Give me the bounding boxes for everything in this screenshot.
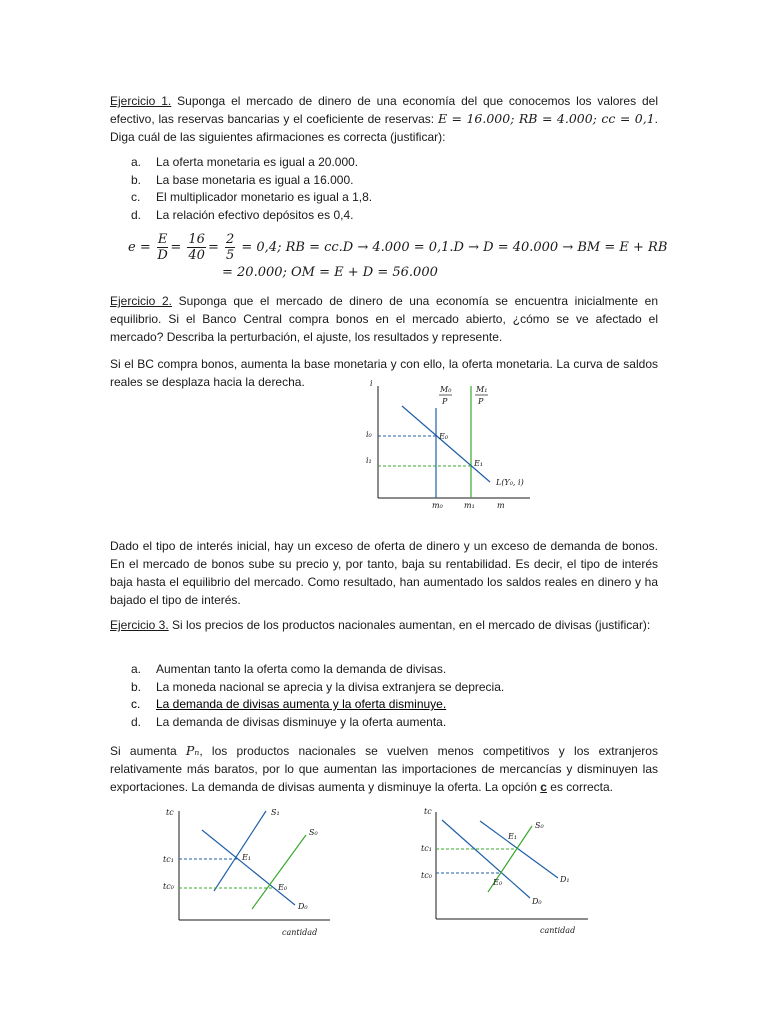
list-item: d. La relación efectivo depósitos es 0,4.: [131, 207, 354, 222]
ej1-formula: E = 16.000; RB = 4.000; cc = 0,1: [437, 111, 655, 126]
ej1-options: [110, 154, 658, 224]
ej3-title: Ejercicio 3.: [110, 618, 169, 632]
svg-text:S₁: S₁: [271, 808, 280, 817]
ej1-statement: [110, 92, 658, 146]
svg-text:P: P: [478, 397, 484, 406]
svg-text:E₁: E₁: [508, 832, 518, 841]
svg-text:tc₁: tc₁: [163, 855, 174, 864]
list-item: a. Aumentan tanto la oferta como la demanda de divisas.: [131, 662, 447, 676]
i0-label: i₀: [366, 430, 372, 439]
ej1-text1: Suponga el mercado de dinero de una economía del que conocemos los valores del efectivo, las reservas bancarias y el coeficiente de reservas:: [110, 94, 658, 126]
svg-text:m₁: m₁: [464, 501, 475, 510]
list-item: c. La demanda de divisas aumenta y la oferta disminuye.: [131, 697, 447, 711]
svg-text:M₁: M₁: [476, 385, 488, 394]
ej2-answer1: Si el BC compra bonos, aumenta la base monetaria y con ello, la oferta monetaria. La curva de saldos reales se desplaza hacia la derecha.: [110, 357, 658, 389]
svg-text:D₀: D₀: [532, 897, 542, 906]
svg-text:E₀: E₀: [278, 883, 288, 892]
list-item: c. El multiplicador monetario es igual a 1,8.: [131, 190, 373, 204]
svg-text:D₀: D₀: [298, 902, 308, 911]
money-market-graph: [360, 378, 540, 513]
svg-text:P: P: [442, 397, 448, 406]
ej3-answer: Si aumenta Pₙ, los productos nacionales se vuelven menos competitivos y los extranjeros relativamente más baratos, por lo que aumentan las importaciones de mercancías y disminuyen las exportaciones. La demanda de divisas aumenta y disminuye la oferta. La opción c es correcta.: [110, 743, 658, 794]
i1-label: i₁: [366, 456, 372, 465]
y-axis-label: i: [370, 379, 373, 388]
list-item: a. La oferta monetaria es igual a 20.000.: [131, 155, 359, 169]
demand-line-d0: [202, 830, 295, 905]
list-item: d. La demanda de divisas disminuye y la oferta aumenta.: [131, 714, 447, 729]
ej1-title: Ejercicio 1.: [110, 94, 172, 108]
svg-text:tc₁: tc₁: [421, 844, 432, 853]
ej1-solution-line1: e = $\frac{E}{D}$ = $\frac{16}{40}$ = $\frac{2}{5}$ = 0,4; RB = cc.D → 4.000 = 0,1.D → D = 40.000 → BM = E + RB: [128, 232, 668, 263]
svg-text:S₀: S₀: [309, 828, 318, 837]
svg-text:tc₀: tc₀: [163, 882, 174, 891]
ej3-options: [110, 661, 658, 731]
svg-text:E₀: E₀: [493, 878, 503, 887]
fx-market-graph-left: [160, 805, 340, 940]
demand-line: [402, 406, 490, 482]
demand-line-d1: [480, 821, 558, 878]
list-item: b. La base monetaria es igual a 16.000.: [131, 172, 354, 187]
fx-market-graph-right: [418, 802, 598, 937]
svg-text:cantidad: cantidad: [540, 926, 576, 935]
svg-text:tc₀: tc₀: [421, 871, 432, 880]
svg-text:S₀: S₀: [535, 821, 544, 830]
ej3-statement: Ejercicio 3. Si los precios de los productos nacionales aumentan, en el mercado de divisas (justificar):: [110, 618, 651, 632]
demand-label: L(Y₀, i): [496, 478, 524, 487]
ej1-solution-line2: = 20.000; OM = E + D = 56.000: [222, 265, 438, 280]
svg-text:E₁: E₁: [242, 853, 252, 862]
ej1-text2: . Diga cuál de las siguientes afirmaciones es correcta (justificar):: [110, 112, 658, 144]
supply-line-s0: [252, 835, 306, 909]
svg-text:tc: tc: [424, 807, 432, 816]
ej2-title: Ejercicio 2.: [110, 294, 172, 308]
svg-text:M₀: M₀: [440, 385, 452, 394]
ej2-statement: Ejercicio 2. Suponga que el mercado de dinero de una economía se encuentra inicialmente en equilibrio. Si el Banco Central compra bonos en el mercado abierto, ¿cómo se ve afectado el mercado? Describa la perturbación, el ajuste, los resultados y represente.: [110, 294, 659, 344]
ej2-answer2: Dado el tipo de interés inicial, hay un exceso de oferta de dinero y un exceso de demanda de bonos. En el mercado de bonos sube su precio y, por tanto, baja su rentabilidad. Es decir, el tipo de interés baja hasta el equilibrio del mercado. Como resultado, han aumentado los saldos reales en dinero y ha bajado el tipo de interés.: [110, 539, 658, 607]
e0-label: E₀: [439, 432, 449, 441]
svg-text:D₁: D₁: [560, 875, 570, 884]
svg-text:m₀: m₀: [432, 501, 443, 510]
svg-text:tc: tc: [166, 808, 174, 817]
list-item: b. La moneda nacional se aprecia y la divisa extranjera se deprecia.: [131, 679, 505, 694]
x-axis-label: m: [497, 501, 505, 510]
svg-text:cantidad: cantidad: [282, 928, 318, 937]
supply-line-s1: [214, 811, 266, 891]
e1-label: E₁: [474, 459, 484, 468]
